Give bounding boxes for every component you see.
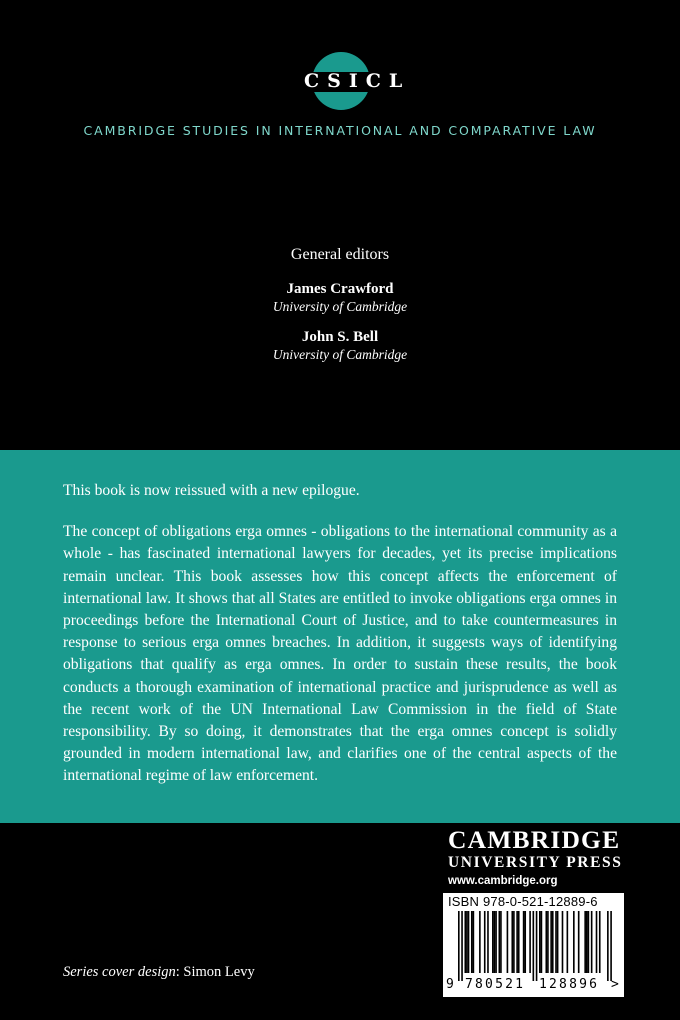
barcode-bar <box>578 911 580 973</box>
barcode-bar <box>523 911 525 973</box>
editor-affiliation: University of Cambridge <box>272 299 408 314</box>
barcode-bar <box>473 911 475 973</box>
barcode-bar <box>588 911 590 973</box>
barcode-bar <box>550 911 552 973</box>
credit-label: Series cover design <box>63 964 176 980</box>
barcode-bar <box>464 911 466 973</box>
barcode-bar <box>557 911 559 973</box>
barcode-bar <box>610 911 612 981</box>
barcode-bar <box>511 911 513 973</box>
barcode-bar <box>596 911 598 973</box>
barcode-bar <box>516 911 518 973</box>
barcode-bar <box>545 911 547 973</box>
ean-left-group: 780521 <box>465 977 526 992</box>
barcode-bar <box>461 911 463 981</box>
cover-design-credit <box>63 964 255 981</box>
barcode-bar <box>591 911 593 973</box>
barcode-bar <box>495 911 497 973</box>
barcode-bar <box>466 911 468 973</box>
reissue-note: This book is now reissued with a new epilogue. <box>63 482 360 499</box>
credit-separator: : <box>175 964 184 980</box>
general-editors <box>0 246 680 376</box>
publisher-url: www.cambridge.org <box>448 875 558 887</box>
barcode-bar <box>513 911 515 973</box>
editor-name: John S. Bell <box>301 329 379 345</box>
ean-first-digit: 9 <box>446 977 454 992</box>
publisher-name: CAMBRIDGE <box>448 825 621 854</box>
barcode-bar <box>555 911 557 973</box>
barcode-bar <box>529 911 531 973</box>
barcode-bar <box>487 911 489 973</box>
isbn-barcode <box>443 893 624 997</box>
ean-right-group: 128896 <box>539 977 600 992</box>
isbn-label: ISBN 978-0-521-12889-6 <box>448 894 598 909</box>
barcode-bar <box>586 911 588 973</box>
barcode-bar <box>468 911 470 973</box>
barcode-bar <box>492 911 494 973</box>
editors-heading: General editors <box>290 246 390 263</box>
barcode-bar <box>584 911 586 973</box>
editor-name: James Crawford <box>286 281 394 297</box>
barcode-bar <box>518 911 520 973</box>
barcode-bar <box>541 911 543 973</box>
credit-designer: Simon Levy <box>183 964 255 980</box>
barcode-bar <box>533 911 535 981</box>
publisher-subtitle: UNIVERSITY PRESS <box>448 854 623 871</box>
barcode-bar <box>471 911 473 973</box>
barcode-bar <box>547 911 549 973</box>
barcode-bar <box>536 911 538 981</box>
barcode-bar <box>524 911 526 973</box>
barcode-bar <box>479 911 481 973</box>
barcode-bar <box>552 911 554 973</box>
barcode-bar <box>484 911 486 973</box>
editor-affiliation: University of Cambridge <box>272 347 408 362</box>
series-logo <box>296 52 411 112</box>
barcode-bar <box>499 911 501 973</box>
barcode-bar <box>562 911 564 973</box>
ean-digits <box>443 977 624 995</box>
barcode-bar <box>573 911 575 973</box>
blurb-panel <box>0 450 680 823</box>
barcode-bar <box>567 911 569 973</box>
logo-text: CSICL <box>304 70 411 92</box>
book-description: The concept of obligations erga omnes - obligations to the international community as a whole - has fascinated international lawyers for decades, yet its precise implications remain unclear. This book assesses how this concept affects the enforcement of international law. It shows that all States are entitled to invoke obligations erga omnes in proceedings before the International Court of Justice, and to take countermeasures in response to serious erga omnes breaches. In addition, it suggests ways of identifying obligations that qualify as erga omnes. In order to sustain these results, the book conducts a thorough examination of international practice and jurisprudence as well as the recent work of the UN International Law Commission in the field of State responsibility. By so doing, it demonstrates that the erga omnes concept is solidly grounded in modern international law, and clarifies one of the central aspects of the international regime of law enforcement. <box>63 523 617 785</box>
ean-quiet-mark: > <box>611 977 619 992</box>
barcode-bar <box>458 911 460 981</box>
publisher-logo <box>448 826 628 890</box>
barcode-bar <box>599 911 601 973</box>
barcode-bars <box>446 911 621 981</box>
series-title: CAMBRIDGE STUDIES IN INTERNATIONAL AND COMPARATIVE LAW <box>83 123 597 138</box>
barcode-bar <box>607 911 609 981</box>
barcode-bar <box>494 911 496 973</box>
barcode-bar <box>500 911 502 973</box>
barcode-bar <box>539 911 541 973</box>
barcode-bar <box>507 911 509 973</box>
